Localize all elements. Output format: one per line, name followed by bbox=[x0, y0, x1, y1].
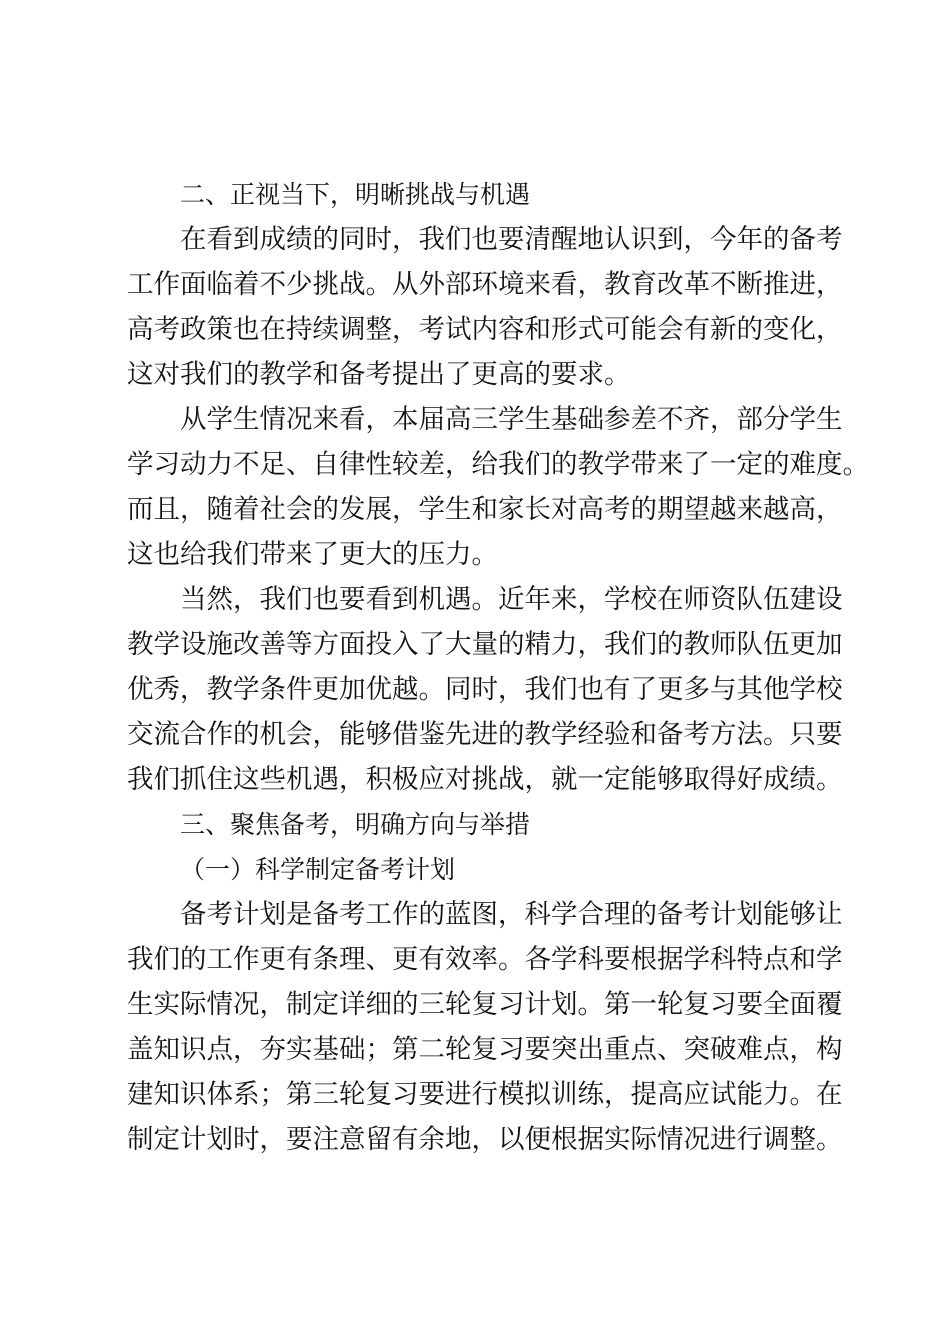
paragraph-line: 从学生情况来看，本届高三学生基础参差不齐，部分学生 bbox=[180, 404, 843, 435]
paragraph-line: 工作面临着不少挑战。从外部环境来看，教育改革不断推进， bbox=[127, 269, 843, 300]
paragraph-line: 学习动力不足、自律性较差，给我们的教学带来了一定的难度。 bbox=[127, 449, 869, 480]
paragraph-line: 备考计划是备考工作的蓝图，科学合理的备考计划能够让 bbox=[180, 899, 843, 930]
paragraph-line: 生实际情况，制定详细的三轮复习计划。第一轮复习要全面覆 bbox=[127, 989, 843, 1020]
paragraph-opportunities bbox=[127, 577, 843, 802]
document-body bbox=[127, 172, 869, 1162]
section-heading-3: 三、聚焦备考，明确方向与举措 bbox=[180, 810, 531, 839]
paragraph-line: 制定计划时，要注意留有余地，以便根据实际情况进行调整。 bbox=[127, 1124, 843, 1155]
section-heading-2: 二、正视当下，明晰挑战与机遇 bbox=[180, 180, 531, 209]
paragraph-line: 优秀，教学条件更加优越。同时，我们也有了更多与其他学校 bbox=[127, 674, 843, 705]
paragraph-line: 建知识体系；第三轮复习要进行模拟训练，提高应试能力。在 bbox=[127, 1079, 843, 1110]
paragraph-line: 我们抓住这些机遇，积极应对挑战，就一定能够取得好成绩。 bbox=[127, 764, 843, 795]
paragraph-line: 这也给我们带来了更大的压力。 bbox=[127, 539, 498, 570]
paragraph-line: 这对我们的教学和备考提出了更高的要求。 bbox=[127, 359, 631, 390]
subsection-heading-1: （一）科学制定备考计划 bbox=[180, 855, 456, 884]
paragraph-line: 盖知识点，夯实基础；第二轮复习要突出重点、突破难点，构 bbox=[127, 1034, 843, 1065]
paragraph-study-plan bbox=[127, 892, 843, 1162]
paragraph-challenges-intro bbox=[127, 217, 843, 397]
paragraph-line: 而且，随着社会的发展，学生和家长对高考的期望越来越高， bbox=[127, 494, 843, 525]
paragraph-line: 高考政策也在持续调整，考试内容和形式可能会有新的变化， bbox=[127, 314, 843, 345]
paragraph-line: 当然，我们也要看到机遇。近年来，学校在师资队伍建设 bbox=[180, 584, 843, 615]
paragraph-line: 我们的工作更有条理、更有效率。各学科要根据学科特点和学 bbox=[127, 944, 843, 975]
paragraph-student-situation bbox=[127, 397, 869, 577]
paragraph-line: 交流合作的机会，能够借鉴先进的教学经验和备考方法。只要 bbox=[127, 719, 843, 750]
paragraph-line: 教学设施改善等方面投入了大量的精力，我们的教师队伍更加 bbox=[127, 629, 843, 660]
paragraph-line: 在看到成绩的同时，我们也要清醒地认识到，今年的备考 bbox=[180, 224, 843, 255]
